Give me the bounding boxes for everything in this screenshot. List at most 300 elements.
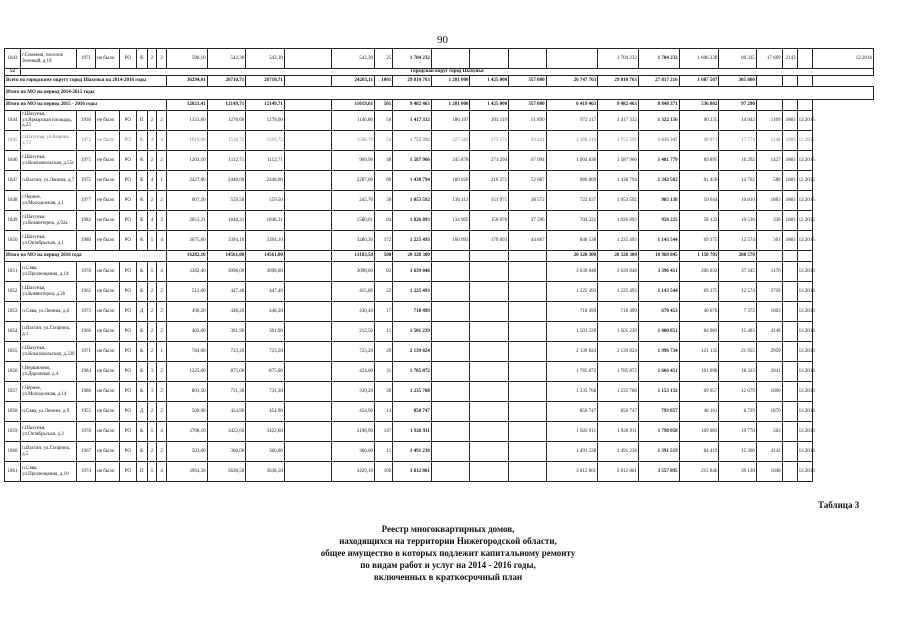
table-cell: 12.2016 — [797, 442, 812, 462]
table-row — [5, 211, 874, 231]
table-cell: 63 421 — [509, 131, 547, 151]
table-cell: К — [136, 151, 147, 171]
table-cell — [431, 362, 470, 382]
table-cell: 430,40 — [332, 302, 375, 322]
table-cell — [284, 49, 331, 69]
section-heading-cell: Итого по МО на период 2014-2015 годы — [5, 87, 874, 100]
table-cell: 1 785 872 — [546, 362, 597, 382]
table-cell: 12.2016 — [797, 462, 812, 482]
row-number-cell: 1860 — [5, 442, 21, 462]
table-cell: 4142 — [756, 442, 782, 462]
table-cell: 3 812 861 — [393, 462, 432, 482]
table-cell: 80 — [375, 171, 393, 191]
table-cell: К — [136, 442, 147, 462]
table-cell: 11 — [375, 442, 393, 462]
table-cell: 84 — [375, 211, 393, 231]
table-cell: 2 — [157, 191, 167, 211]
table-cell — [431, 302, 470, 322]
table-cell: 2 — [147, 111, 157, 131]
table-cell: 718 499 — [393, 302, 432, 322]
table-cell: РО — [119, 342, 136, 362]
row-number-cell: 1854 — [5, 322, 21, 342]
table-cell: 12.2015 — [797, 191, 812, 211]
table-cell: К — [136, 322, 147, 342]
table-cell — [284, 191, 331, 211]
table-cell: 38 572 — [509, 191, 547, 211]
row-number-cell: 1848 — [5, 191, 21, 211]
table-cell: 2 — [157, 442, 167, 462]
table-cell: 1 491 238 — [393, 442, 432, 462]
caption-line: включенных в краткосрочный план — [373, 572, 523, 582]
table-cell: 2 — [147, 191, 157, 211]
table-cell: 4 — [157, 262, 167, 282]
table-cell: 1883 — [782, 191, 797, 211]
table-cell: 1883 — [782, 211, 797, 231]
table-cell: 1 616 347 — [638, 131, 679, 151]
table-row — [5, 191, 874, 211]
total-value-cell: 20 328 300 — [393, 251, 432, 262]
table-cell: не было — [96, 362, 120, 382]
table-cell: 4 — [157, 131, 167, 151]
table-cell — [470, 342, 509, 362]
total-value-cell — [782, 100, 797, 111]
table-cell: 44 867 — [509, 231, 547, 251]
table-cell: 704 322 — [546, 211, 597, 231]
address-cell: г.Шахунья, ул.Комсомольская, д.55г — [21, 151, 77, 171]
total-value-cell — [284, 76, 331, 87]
table-cell: 1 188 210 — [546, 131, 597, 151]
table-cell: 559,50 — [207, 191, 246, 211]
table-cell: 2143 — [782, 49, 797, 69]
table-cell: 983 138 — [638, 191, 679, 211]
table-cell: 1930 — [76, 111, 95, 131]
table-cell — [509, 282, 547, 302]
table-cell — [431, 322, 470, 342]
table-cell: 1883 — [782, 131, 797, 151]
table-cell: 1978 — [76, 262, 95, 282]
table-cell: не было — [96, 49, 120, 69]
table-cell: РО — [119, 111, 136, 131]
table-cell — [782, 362, 797, 382]
table-cell: РО — [119, 402, 136, 422]
table-cell: 12 574 — [719, 282, 757, 302]
table-cell: 454,90 — [332, 402, 375, 422]
table-cell: 1 417 332 — [393, 111, 432, 131]
table-cell — [470, 282, 509, 302]
table-cell: 10 810 — [719, 191, 757, 211]
table-cell — [509, 382, 547, 402]
table-cell: 245,70 — [332, 191, 375, 211]
table-cell: РО — [119, 422, 136, 442]
table-cell: 12.2016 — [797, 402, 812, 422]
row-number-cell: 1851 — [5, 262, 21, 282]
table-cell: 1112,71 — [246, 151, 285, 171]
table-cell: 1975 — [76, 171, 95, 191]
table-cell: 3638,50 — [246, 462, 285, 482]
table-cell: 212,50 — [332, 322, 375, 342]
table-cell: 48 — [375, 151, 393, 171]
table-cell: 1 481 779 — [638, 151, 679, 171]
table-cell — [284, 422, 331, 442]
table-cell: 1 704 232 — [598, 49, 639, 69]
table-cell: 2 — [157, 302, 167, 322]
table-cell — [284, 211, 331, 231]
table-cell: РО — [119, 171, 136, 191]
region-code-cell: 52 — [5, 69, 21, 76]
table-cell: 1 — [157, 342, 167, 362]
table-cell: 2 — [147, 282, 157, 302]
table-cell: 1971 — [76, 49, 95, 69]
address-cell: г.Шахунья, ул.Коминтерна, д.92а — [21, 211, 77, 231]
address-cell: г.Чернее, ул.Молодежная, д.1 — [21, 191, 77, 211]
table-cell: 670 453 — [638, 302, 679, 322]
total-value-cell: 27 817 216 — [638, 76, 679, 87]
table-cell: 3 396 451 — [638, 262, 679, 282]
table-cell: 2 139 824 — [546, 342, 597, 362]
table-cell: 718 499 — [546, 302, 597, 322]
total-value-cell: 9 482 463 — [393, 100, 432, 111]
table-cell: 542,30 — [207, 49, 246, 69]
table-cell — [470, 262, 509, 282]
row-number-cell: 1846 — [5, 151, 21, 171]
total-value-cell: 208 570 — [719, 251, 757, 262]
table-cell: Д — [136, 402, 147, 422]
total-value-cell: 26710,71 — [207, 76, 246, 87]
table-cell: 31 — [375, 362, 393, 382]
table-cell: 2 139 824 — [393, 342, 432, 362]
table-cell: не было — [96, 231, 120, 251]
table-cell: 512,00 — [166, 282, 207, 302]
total-value-cell: 12021,41 — [166, 100, 207, 111]
total-value-cell: 20 328 300 — [598, 251, 639, 262]
total-value-cell: 1 425 000 — [470, 76, 509, 87]
table-cell: 1883 — [756, 191, 782, 211]
row-number-cell: 1845 — [5, 131, 21, 151]
table-cell: 5 — [147, 422, 157, 442]
table-cell: 7 372 — [719, 302, 757, 322]
table-cell: 875,00 — [246, 362, 285, 382]
table-cell: 147 — [375, 422, 393, 442]
table-cell — [284, 362, 331, 382]
table-cell: РО — [119, 302, 136, 322]
table-cell: 2 — [147, 302, 157, 322]
total-value-cell: 14561,00 — [246, 251, 285, 262]
table-cell: 723,20 — [246, 342, 285, 362]
table-cell: 3394,10 — [207, 231, 246, 251]
table-cell — [470, 302, 509, 322]
table-cell — [782, 422, 797, 442]
table-cell: 84 983 — [679, 322, 719, 342]
total-value-cell: 8 848 371 — [638, 100, 679, 111]
table-row — [5, 322, 874, 342]
register-caption — [258, 523, 638, 583]
table-cell: 4 — [157, 422, 167, 442]
table-cell: 3429,10 — [332, 462, 375, 482]
table-cell — [284, 171, 331, 191]
table-cell: 1580,61 — [332, 211, 375, 231]
table-cell: 1883 — [782, 231, 797, 251]
table-cell: РО — [119, 262, 136, 282]
total-value-cell: 24203,11 — [332, 76, 375, 87]
table-cell — [782, 302, 797, 322]
table-cell: 1971 — [76, 342, 95, 362]
table-cell — [284, 111, 331, 131]
total-value-cell: 12149,71 — [207, 100, 246, 111]
table-cell: Д — [136, 302, 147, 322]
table-cell: не было — [96, 322, 120, 342]
table-cell: 37 596 — [509, 211, 547, 231]
table-cell: РО — [119, 362, 136, 382]
table-cell: 1146,80 — [332, 111, 375, 131]
table-row — [5, 87, 874, 100]
row-number-cell: 1855 — [5, 342, 21, 362]
table-cell: 1619,60 — [166, 131, 207, 151]
table-cell — [509, 362, 547, 382]
table-cell: 972 117 — [546, 111, 597, 131]
table-cell: 17 774 — [719, 131, 757, 151]
table-cell: 58 132 — [679, 211, 719, 231]
table-cell: 3638,50 — [207, 462, 246, 482]
total-value-cell — [756, 76, 782, 87]
table-cell — [284, 442, 331, 462]
table-cell — [782, 262, 797, 282]
table-cell: 803,50 — [166, 382, 207, 402]
total-value-cell — [797, 251, 812, 262]
table-cell: 12.2016 — [797, 362, 812, 382]
table-cell: 4 — [147, 211, 157, 231]
table-cell — [782, 402, 797, 422]
table-cell — [509, 422, 547, 442]
table-cell — [284, 402, 331, 422]
table-cell: не было — [96, 382, 120, 402]
table-cell — [509, 262, 547, 282]
page-number: 90 — [437, 34, 448, 46]
table-cell — [284, 322, 331, 342]
table-cell: 4 — [147, 131, 157, 151]
table-row — [5, 69, 874, 76]
table-cell: не было — [96, 442, 120, 462]
table-cell: К — [136, 231, 147, 251]
table-cell — [782, 282, 797, 302]
table-cell: 1 996 734 — [638, 342, 679, 362]
table-cell: 784,00 — [166, 342, 207, 362]
table-cell: 1 438 794 — [598, 171, 639, 191]
table-cell: 2 — [157, 151, 167, 171]
table-cell — [470, 442, 509, 462]
total-value-cell: 536 802 — [679, 100, 719, 111]
table-cell: К — [136, 422, 147, 442]
table-cell: 4 — [157, 462, 167, 482]
table-cell — [509, 462, 547, 482]
table-cell: 3 — [157, 211, 167, 231]
table-cell: 18 323 — [719, 362, 757, 382]
table-cell: 1148 — [756, 131, 782, 151]
table-cell: 1 322 156 — [638, 111, 679, 131]
table-cell: 5 — [147, 462, 157, 482]
table-cell: 273 171 — [470, 131, 509, 151]
table-cell — [284, 302, 331, 322]
total-value-cell — [509, 251, 547, 262]
table-cell: 723,20 — [332, 342, 375, 362]
table-cell: 1870 — [756, 402, 782, 422]
address-cell: г.Шахунья, ул.Кирова, д.72 — [21, 131, 77, 151]
table-cell: 2959 — [756, 342, 782, 362]
table-cell: 2 — [147, 49, 157, 69]
table-cell: РО — [119, 191, 136, 211]
table-cell: 12.2015 — [797, 151, 812, 171]
table-cell: 590,10 — [166, 49, 207, 69]
total-value-cell — [284, 100, 331, 111]
table-cell: 245 878 — [431, 151, 470, 171]
table-cell: 12.2016 — [797, 262, 812, 282]
total-value-cell: 97 290 — [719, 100, 757, 111]
table-cell: 189 026 — [431, 171, 470, 191]
table-cell — [509, 402, 547, 422]
table-cell: 2 — [157, 382, 167, 402]
table-cell — [431, 422, 470, 442]
table-cell: 1 235 768 — [546, 382, 597, 402]
table-cell: 138 412 — [431, 191, 470, 211]
table-cell: 1225,00 — [166, 362, 207, 382]
address-cell: п.Вахтан, ул.Гагарина, д.1 — [21, 322, 77, 342]
table-cell: не было — [96, 151, 120, 171]
table-row — [5, 442, 874, 462]
table-cell: 12.2016 — [797, 342, 812, 362]
table-row — [5, 171, 874, 191]
table-row — [5, 402, 874, 422]
table-cell: 503,00 — [166, 442, 207, 462]
address-cell: г.Шахунья, ул.Октябрьская, д.3 — [21, 422, 77, 442]
table-cell: 19 770 — [719, 422, 757, 442]
table-cell: 1508,70 — [332, 131, 375, 151]
table-cell: 1982 — [76, 211, 95, 231]
table-cell: 82 — [375, 262, 393, 282]
table-row — [5, 382, 874, 402]
table-cell: К — [136, 382, 147, 402]
table-cell: К — [136, 171, 147, 191]
table-cell: 160 993 — [431, 231, 470, 251]
total-value-cell — [470, 251, 509, 262]
table-cell: 1 752 392 — [598, 131, 639, 151]
table-cell — [509, 322, 547, 342]
table-row — [5, 342, 874, 362]
table-cell: 109 083 — [679, 422, 719, 442]
table-cell: 360,00 — [332, 442, 375, 462]
table-cell: не было — [96, 211, 120, 231]
table-cell — [509, 442, 547, 462]
address-cell: г.Вершилово, ул.Дорожная, д.4 — [21, 362, 77, 382]
table-cell: 1 225 493 — [393, 231, 432, 251]
table-cell: 30 — [375, 191, 393, 211]
table-cell: 39 120 — [719, 462, 757, 482]
row-number-cell: 1856 — [5, 362, 21, 382]
table-cell: 2 — [147, 442, 157, 462]
total-value-cell — [782, 251, 797, 262]
table-cell: 542,30 — [246, 49, 285, 69]
table-cell: 875,00 — [207, 362, 246, 382]
table-cell: 1 225 493 — [598, 231, 639, 251]
table-cell: 15 403 — [719, 322, 757, 342]
table-cell: 80 335 — [719, 49, 757, 69]
table-cell: 15 300 — [719, 442, 757, 462]
table-cell: 2448,00 — [246, 171, 285, 191]
table-cell: 1848,31 — [246, 211, 285, 231]
table-cell — [431, 342, 470, 362]
total-value-cell: 13183,50 — [332, 251, 375, 262]
total-label-cell: Итого по МО на период 2016 года — [5, 251, 167, 262]
table-cell: 1 926 911 — [598, 422, 639, 442]
table-cell: 2 — [147, 402, 157, 422]
total-value-cell: 1001 — [375, 76, 393, 87]
table-cell: 203 119 — [470, 111, 509, 131]
total-value-cell: 29 810 763 — [393, 76, 432, 87]
table-cell — [431, 382, 470, 402]
table-cell: 89 895 — [679, 151, 719, 171]
table-cell: 1848,31 — [207, 211, 246, 231]
table-row — [5, 262, 874, 282]
table-cell — [509, 302, 547, 322]
table-cell — [546, 49, 597, 69]
address-cell: п.Сява, ул.Просвещения, д.14 — [21, 262, 77, 282]
table-cell: 3394,10 — [246, 231, 285, 251]
table-cell: 2 — [157, 402, 167, 422]
table-cell: 81 450 — [679, 171, 719, 191]
table-cell: 1975 — [76, 151, 95, 171]
table-cell: 1 417 332 — [598, 111, 639, 131]
table-row — [5, 282, 874, 302]
table-cell: 722 637 — [546, 191, 597, 211]
table-cell: 227 583 — [431, 131, 470, 151]
table-cell: 3964,30 — [166, 462, 207, 482]
table-cell: 3 812 861 — [546, 462, 597, 482]
table-cell — [284, 151, 331, 171]
table-cell: К — [136, 262, 147, 282]
table-cell: 14 942 — [719, 111, 757, 131]
row-number-cell: 1861 — [5, 462, 21, 482]
table-cell: 1 225 493 — [546, 282, 597, 302]
table-cell: 1 587 966 — [598, 151, 639, 171]
table-cell: 793 857 — [638, 402, 679, 422]
row-number-cell: 1844 — [5, 111, 21, 131]
table-cell: 2 — [157, 49, 167, 69]
table-cell: 50 — [375, 111, 393, 131]
table-cell — [797, 49, 812, 69]
address-cell: г.Шахунья, ул.Ярмарская площадь, д.23 — [21, 111, 77, 131]
table-cell: 850 747 — [546, 402, 597, 422]
table-cell — [782, 322, 797, 342]
table-cell: 1 491 238 — [546, 442, 597, 462]
table-cell: 12.2016 — [797, 322, 812, 342]
table-cell: 5 — [147, 231, 157, 251]
total-value-cell: 1 281 000 — [431, 100, 470, 111]
housing-register-table — [4, 48, 874, 482]
table-cell: 1 785 872 — [598, 362, 639, 382]
table-cell: 718 499 — [598, 302, 639, 322]
table-cell: 11 — [375, 322, 393, 342]
table-cell: 52 687 — [509, 171, 547, 191]
table-cell: РО — [119, 151, 136, 171]
table-cell: 22 — [375, 282, 393, 302]
total-value-cell: 500 — [375, 251, 393, 262]
table-cell: 12.2016 — [797, 282, 812, 302]
total-value-cell: 1 150 705 — [679, 251, 719, 262]
table-cell: 361,90 — [207, 322, 246, 342]
table-row — [5, 100, 874, 111]
table-cell: 1516,72 — [246, 131, 285, 151]
table-cell: 2 — [147, 322, 157, 342]
total-value-cell: 9 482 463 — [598, 100, 639, 111]
table-cell: 2 139 824 — [598, 342, 639, 362]
